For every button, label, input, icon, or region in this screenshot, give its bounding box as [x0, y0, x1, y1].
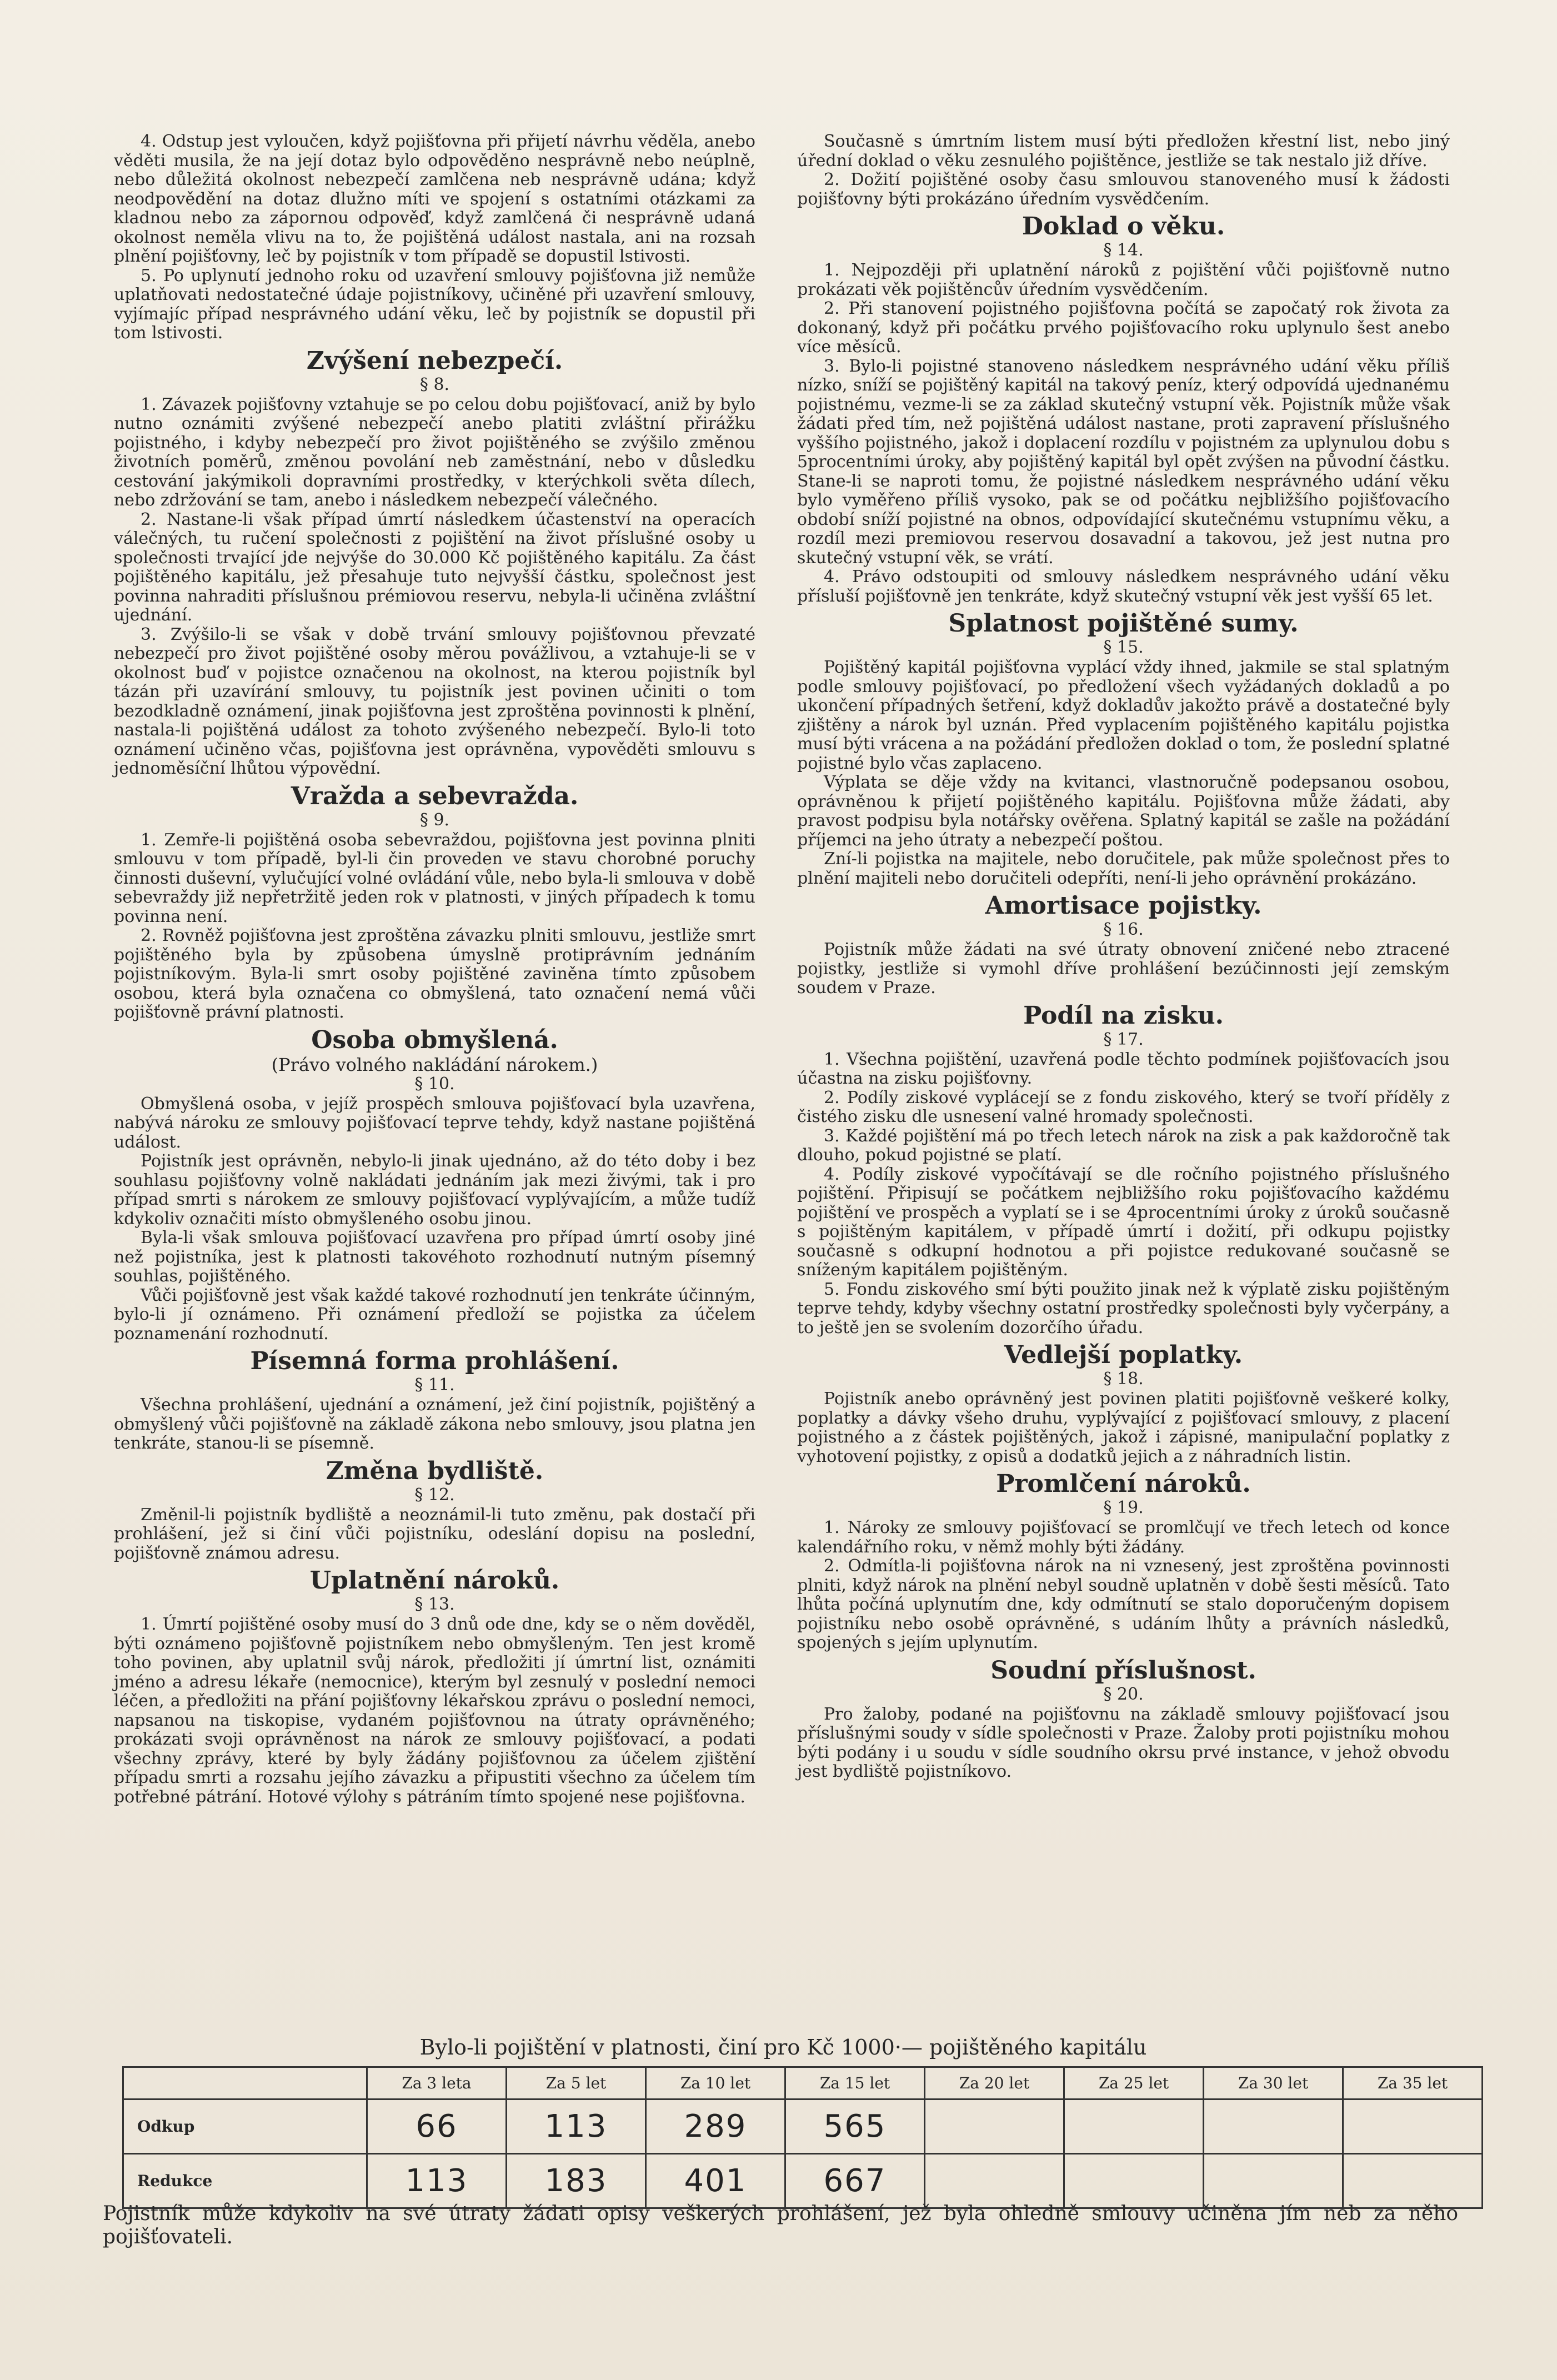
section-heading: Vražda a sebevražda. — [291, 781, 579, 810]
paragraph: Pojistník anebo oprávněný jest povinen platiti pojišťovně veškeré kolky, poplatky a dávky všeho druhu, vyplývající z pojišťovací smlouvy, z placení pojistného a z částek pojištěných, jakož i zápisné, manipulační poplatky z vyhotovení pojistky, z opisů a dodatků jejich a z náhradních listin. — [797, 1389, 1450, 1466]
paragraph: 5. Po uplynutí jednoho roku od uzavření smlouvy pojišťovna již nemůže uplatňovati nedostatečné údaje pojistníkovy, učiněné při uzavření smlouvy, vyjímajíc případ nesprávného udání věku, leč by pojistník se dopustil při tom lstivosti. — [114, 265, 755, 343]
paragraph: 2. Rovněž pojišťovna jest zproštěna závazku plniti smlouvu, jestliže smrt pojištěného byla by způsobena úmyslně protiprávním jednáním pojistníkovým. Byla-li smrt osoby pojištěné zaviněna tímto způsobem osobou, která byla označena co obmyšlená, tato označení nemá vůči pojišťovně právní platnosti. — [114, 926, 755, 1022]
section-heading: Doklad o věku. — [1022, 212, 1225, 240]
section-heading: Podíl na zisku. — [1023, 1001, 1224, 1030]
table-cell — [1204, 2154, 1343, 2208]
table-cell: 66 — [367, 2100, 507, 2154]
paragraph: Současně s úmrtním listem musí býti předložen křestní list, nebo jiný úřední doklad o věku zesnulého pojištěnce, jestliže se tak nestalo již dříve. — [797, 132, 1450, 171]
table-cell: 401 — [646, 2154, 785, 2208]
left-column — [114, 132, 755, 1807]
table-cell: 289 — [646, 2100, 785, 2154]
section-number: § 16. — [1103, 920, 1144, 939]
paragraph: 1. Úmrtí pojištěné osoby musí do 3 dnů ode dne, kdy se o něm dověděl, býti oznámeno pojišťovně pojistníkem nebo obmyšleným. Ten jest kromě toho povinen, aby uplatnil svůj nárok, předložiti jí úmrtní list, oznámiti jméno a adresu lékaře (nemocnice), kterým byl zesnulý v poslední nemoci léčen, a předložiti na přání pojišťovny lékařskou zprávu o poslední nemoci, napsanou na tiskopise, vydaném pojišťovnou na útraty oprávněného; prokázati svoji oprávněnost na nárok ze smlouvy pojišťovací, a podati všechny zprávy, které by byly žádány pojišťovnou za účelem zjištění případu smrti a rozsahu jejího závazku a připustiti všechno za účelem tím potřebné pátrání. Hotové výlohy s pátráním tímto spojené nese pojišťovna. — [114, 1615, 755, 1807]
section-heading: Osoba obmyšlená. — [311, 1025, 558, 1054]
table-cell: 565 — [785, 2100, 925, 2154]
paragraph: 2. Odmítla-li pojišťovna nárok na ni vznesený, jest zproštěna povinnosti plniti, když nárok na plnění nebyl soudně uplatněn v době šesti měsíců. Tato lhůta počíná uplynutím dne, kdy odmítnutí se stalo doporučeným dopisem pojistníku nebo osobě oprávněné, s udáním lhůty a právních následků, spojených s jejím uplynutím. — [797, 1556, 1450, 1652]
table-corner-cell — [123, 2067, 367, 2100]
section-number: § 8. — [419, 374, 450, 394]
section-number: § 9. — [419, 810, 450, 830]
section-heading: Písemná forma prohlášení. — [250, 1347, 619, 1375]
row-label: Odkup — [123, 2100, 367, 2154]
table-cell — [1343, 2100, 1483, 2154]
paragraph: 1. Všechna pojištění, uzavřená podle těchto podmínek pojišťovacích jsou účastna na zisku pojišťovny. — [797, 1049, 1450, 1088]
table-cell: 113 — [367, 2154, 507, 2208]
paragraph: 4. Právo odstoupiti od smlouvy následkem nesprávného udání věku přísluší pojišťovně jen tenkráte, když skutečný vstupní věk jest vyšší 65 let. — [797, 567, 1450, 606]
paragraph: 2. Nastane-li však případ úmrtí následkem účastenství na operacích válečných, tu ručení společnosti z pojištění na život příslušné osoby u společnosti trvající jde nejvýše do 30.000 Kč pojištěného kapitálu. Za část pojištěného kapitálu, jež přesahuje tuto nejvyšší částku, společnost jest povinna nahraditi příslušnou prémiovou reservu, nebyla-li učiněna zvláštní ujednání. — [114, 509, 755, 625]
section-number: § 13. — [414, 1595, 455, 1614]
section-subheading: (Právo volného nakládání nárokem.) — [271, 1054, 598, 1075]
paragraph: 3. Zvýšilo-li se však v době trvání smlouvy pojišťovnou převzaté nebezpečí pro život pojištěné osoby měrou povážlivou, a vztahuje-li se v okolnost buď v pojistce označenou na okolnost, na kterou pojistník byl tázán při uzavírání smlouvy, tu pojistník jest povinen učiniti o tom bezodkladně oznámení, jinak pojišťovna jest zproštěna povinnosti k plnění, nastala-li pojištěná událost za tohoto zvýšeného nebezpečí. Bylo-li toto oznámení učiněno včas, pojišťovna jest oprávněna, vypověděti smlouvu s jednoměsíční lhůtou výpovědní. — [114, 624, 755, 778]
section-heading: Vedlejší poplatky. — [1004, 1341, 1243, 1369]
section-heading: Promlčení nároků. — [996, 1470, 1251, 1498]
column-header: Za 35 let — [1343, 2067, 1483, 2100]
paragraph: 1. Nejpozději při uplatnění nároků z pojištění vůči pojišťovně nutno prokázati věk pojištěncův úředním vysvědčením. — [797, 260, 1450, 299]
section-number: § 14. — [1103, 240, 1144, 260]
paragraph: 2. Při stanovení pojistného pojišťovna počítá se započatý rok života za dokonaný, když při počátku prvého pojišťovacího roku uplynulo šest anebo více měsíců. — [797, 299, 1450, 357]
paragraph: Obmyšlená osoba, v jejíž prospěch smlouva pojišťovací byla uzavřena, nabývá nároku ze smlouvy pojišťovací teprve tehdy, když nastane pojištěná událost. — [114, 1094, 755, 1152]
paragraph: Pojištěný kapitál pojišťovna vyplácí vždy ihned, jakmile se stal splatným podle smlouvy pojišťovací, po předložení všech vyžádaných dokladů a po ukončení případných šetření, když dokladův jakožto právě a dostatečné byly zjištěny a nárok byl uznán. Před vyplacením pojištěného kapitálu pojistka musí býti vrácena a na požádání předložen doklad o tom, že poslední splatné pojistné bylo včas zaplaceno. — [797, 658, 1450, 773]
section-heading: Zvýšení nebezpečí. — [306, 346, 563, 375]
row-label: Redukce — [123, 2154, 367, 2208]
section-heading: Změna bydliště. — [326, 1456, 544, 1485]
paragraph: 2. Dožití pojištěné osoby času smlouvou stanoveného musí k žádosti pojišťovny býti prokázáno úředním vysvědčením. — [797, 170, 1450, 209]
paragraph: 2. Podíly ziskové vyplácejí se z fondu ziskového, který se tvoří příděly z čistého zisku dle usnesení valné hromady společnosti. — [797, 1088, 1450, 1126]
section-number: § 10. — [414, 1074, 455, 1094]
table-cell: 667 — [785, 2154, 925, 2208]
table-cell — [925, 2100, 1064, 2154]
table-row — [123, 2100, 1483, 2154]
paragraph: Změnil-li pojistník bydliště a neoznámil-li tuto změnu, pak dostačí při prohlášení, jež si činí vůči pojistníku, odeslání dopisu na poslední, pojišťovně známou adresu. — [114, 1505, 755, 1563]
table-cell — [1064, 2100, 1204, 2154]
column-header: Za 3 leta — [367, 2067, 507, 2100]
paragraph: Pojistník může žádati na své útraty obnovení zničené nebo ztracené pojistky, jestliže si vymohl dříve prohlášení bezúčinnosti její zemským soudem v Praze. — [797, 940, 1450, 998]
section-number: § 17. — [1103, 1029, 1144, 1049]
table-cell — [925, 2154, 1064, 2208]
paragraph: Zní-li pojistka na majitele, nebo doručitele, pak může společnost přes to plnění majiteli nebo doručiteli odepříti, není-li jeho oprávnění prokázáno. — [797, 849, 1450, 888]
section-number: § 11. — [414, 1375, 455, 1395]
table-cell: 183 — [507, 2154, 646, 2208]
column-header: Za 15 let — [785, 2067, 925, 2100]
column-header: Za 25 let — [1064, 2067, 1204, 2100]
paragraph: 4. Odstup jest vyloučen, když pojišťovna při přijetí návrhu věděla, anebo věděti musila, že na její dotaz bylo odpověděno nesprávně nebo neúplně, nebo důležitá okolnost nebezpečí zamlčena neb nesprávně udána; když neodpovědění na dotaz dlužno míti ve spojení s ostatními otázkami za kladnou nebo za zápornou odpověď, když zamlčená či nesprávně udaná okolnost neměla vlivu na to, že pojištěná událost nastala, ani na rozsah plnění pojišťovny, leč by pojistník v tom případě se dopustil lstivosti. — [114, 132, 755, 266]
footnote: Pojistník může kdykoliv na své útraty žádati opisy veškerých prohlášení, jež byla ohledně smlouvy učiněna jím neb za něho pojišťovateli. — [103, 2202, 1458, 2248]
section-heading: Amortisace pojistky. — [985, 891, 1262, 920]
surrender-table — [122, 2066, 1483, 2209]
table-cell: 113 — [507, 2100, 646, 2154]
paragraph: Pojistník jest oprávněn, nebylo-li jinak ujednáno, až do této doby i bez souhlasu pojišťovny volně nakládati jednáním jak mezi živými, tak i pro případ smrti s nárokem ze smlouvy pojišťovací vyplývajícím, a může tudíž kdykoliv označiti místo obmyšleného osobu jinou. — [114, 1151, 755, 1229]
section-number: § 12. — [414, 1485, 455, 1505]
right-column — [797, 132, 1450, 1782]
paragraph: 1. Nároky ze smlouvy pojišťovací se promlčují ve třech letech od konce kalendářního roku, v němž mohly býti žádány. — [797, 1518, 1450, 1557]
table-cell — [1343, 2154, 1483, 2208]
paragraph: Vůči pojišťovně jest však každé takové rozhodnutí jen tenkráte účinným, bylo-li jí oznámeno. Při oznámení předloží se pojistka za účelem poznamenání rozhodnutí. — [114, 1285, 755, 1344]
paragraph: Výplata se děje vždy na kvitanci, vlastnoručně podepsanou osobou, oprávněnou k přijetí pojištěného kapitálu. Pojišťovna může žádati, aby pravost podpisu byla notářsky ověřena. Splatný kapitál se zašle na požádání příjemci na jeho útraty a nebezpečí poštou. — [797, 773, 1450, 850]
section-heading: Splatnost pojištěné sumy. — [948, 609, 1299, 638]
paragraph: 3. Každé pojištění má po třech letech nárok na zisk a pak každoročně tak dlouho, pokud pojistné se platí. — [797, 1126, 1450, 1165]
paragraph: 1. Závazek pojišťovny vztahuje se po celou dobu pojišťovací, aniž by bylo nutno oznámiti zvýšené nebezpečí anebo platiti zvláštní přirážku pojistného, i kdyby nebezpečí pro život pojištěného se zvýšilo změnou životních poměrů, změnou povolání neb zaměstnání, nebo v důsledku cestování jakýmikoli dopravními prostředky, v kterýchkoli světa dílech, nebo zdržování se tam, anebo i následkem nebezpečí válečného. — [114, 394, 755, 510]
table-cell — [1064, 2154, 1204, 2208]
column-header: Za 5 let — [507, 2067, 646, 2100]
column-header: Za 20 let — [925, 2067, 1064, 2100]
paragraph: 4. Podíly ziskové vypočítávají se dle ročního pojistného příslušného pojištění. Připisují se počátkem nejbližšího roku pojišťovacího každému pojištění ve prospěch a vyplatí se i se 4procentními úroky z úroků současně s pojištěným kapitálem, v případě úmrtí i dožití, při odkupu pojistky současně s odkupní hodnotou a při pojistce redukované současně se sníženým kapitálem pojištěným. — [797, 1164, 1450, 1280]
paragraph: 1. Zemře-li pojištěná osoba sebevraždou, pojišťovna jest povinna plniti smlouvu v tom případě, byl-li čin proveden ve stavu chorobné poruchy činnosti duševní, vylučující volné ovládání vůle, nebo byla-li smlouva v době sebevraždy již nepřetržitě jeden rok v platnosti, v jiných případech k tomu povinna není. — [114, 830, 755, 926]
section-number: § 19. — [1103, 1498, 1144, 1517]
paragraph: Byla-li však smlouva pojišťovací uzavřena pro případ úmrtí osoby jiné než pojistníka, jest k platnosti takovéhoto rozhodnutí nutným písemný souhlas, pojištěného. — [114, 1228, 755, 1286]
paragraph: 3. Bylo-li pojistné stanoveno následkem nesprávného udání věku příliš nízko, sníží se pojištěný kapitál na takový peníz, který odpovídá ujednanému pojistnému, vezme-li se za základ skutečný vstupní věk. Pojistník může však žádati před tím, než pojištěná událost nastane, proti zapravení příslušného vyššího pojistného, jakož i doplacení rozdílu v pojistném za uplynulou dobu s 5procentními úroky, aby pojištěný kapitál byl opět zvýšen na původní částku. Stane-li se naproti tomu, že pojistné následkem nesprávného udání věku bylo vyměřeno příliš vysoko, pak se od počátku nejbližšího pojišťovacího období sníží pojistné na obnos, odpovídající skutečnému vstupnímu věku, a rozdíl mezi premiovou reservou dosavadní a takovou, jež jest nutna pro skutečný vstupní věk, se vrátí. — [797, 356, 1450, 568]
section-number: § 18. — [1103, 1369, 1144, 1389]
paragraph: 5. Fondu ziskového smí býti použito jinak než k výplatě zisku pojištěným teprve tehdy, kdyby všechny ostatní prostředky společnosti byly vyčerpány, a to ještě jen se svolením dozorčího úřadu. — [797, 1279, 1450, 1337]
table-row — [123, 2154, 1483, 2208]
table-header-row — [123, 2067, 1483, 2100]
table-cell — [1204, 2100, 1343, 2154]
section-heading: Soudní příslušnost. — [990, 1656, 1256, 1685]
table-title: Bylo-li pojištění v platnosti, činí pro Kč 1000·— pojištěného kapitálu — [419, 2035, 1147, 2060]
column-header: Za 10 let — [646, 2067, 785, 2100]
section-heading: Uplatnění nároků. — [309, 1566, 560, 1595]
section-number: § 20. — [1103, 1684, 1144, 1704]
paragraph: Pro žaloby, podané na pojišťovnu na základě smlouvy pojišťovací jsou příslušnými soudy v sídle společnosti v Praze. Žaloby proti pojistníku mohou býti podány i u soudu v sídle soudního okrsu prvé instance, v jehož obvodu jest bydliště pojistníkovo. — [797, 1704, 1450, 1781]
paragraph: Všechna prohlášení, ujednání a oznámení, jež činí pojistník, pojištěný a obmyšlený vůči pojišťovně na základě zákona nebo smlouvy, jsou platna jen tenkráte, stanou-li se písemně. — [114, 1395, 755, 1453]
section-number: § 15. — [1103, 638, 1144, 657]
column-header: Za 30 let — [1204, 2067, 1343, 2100]
